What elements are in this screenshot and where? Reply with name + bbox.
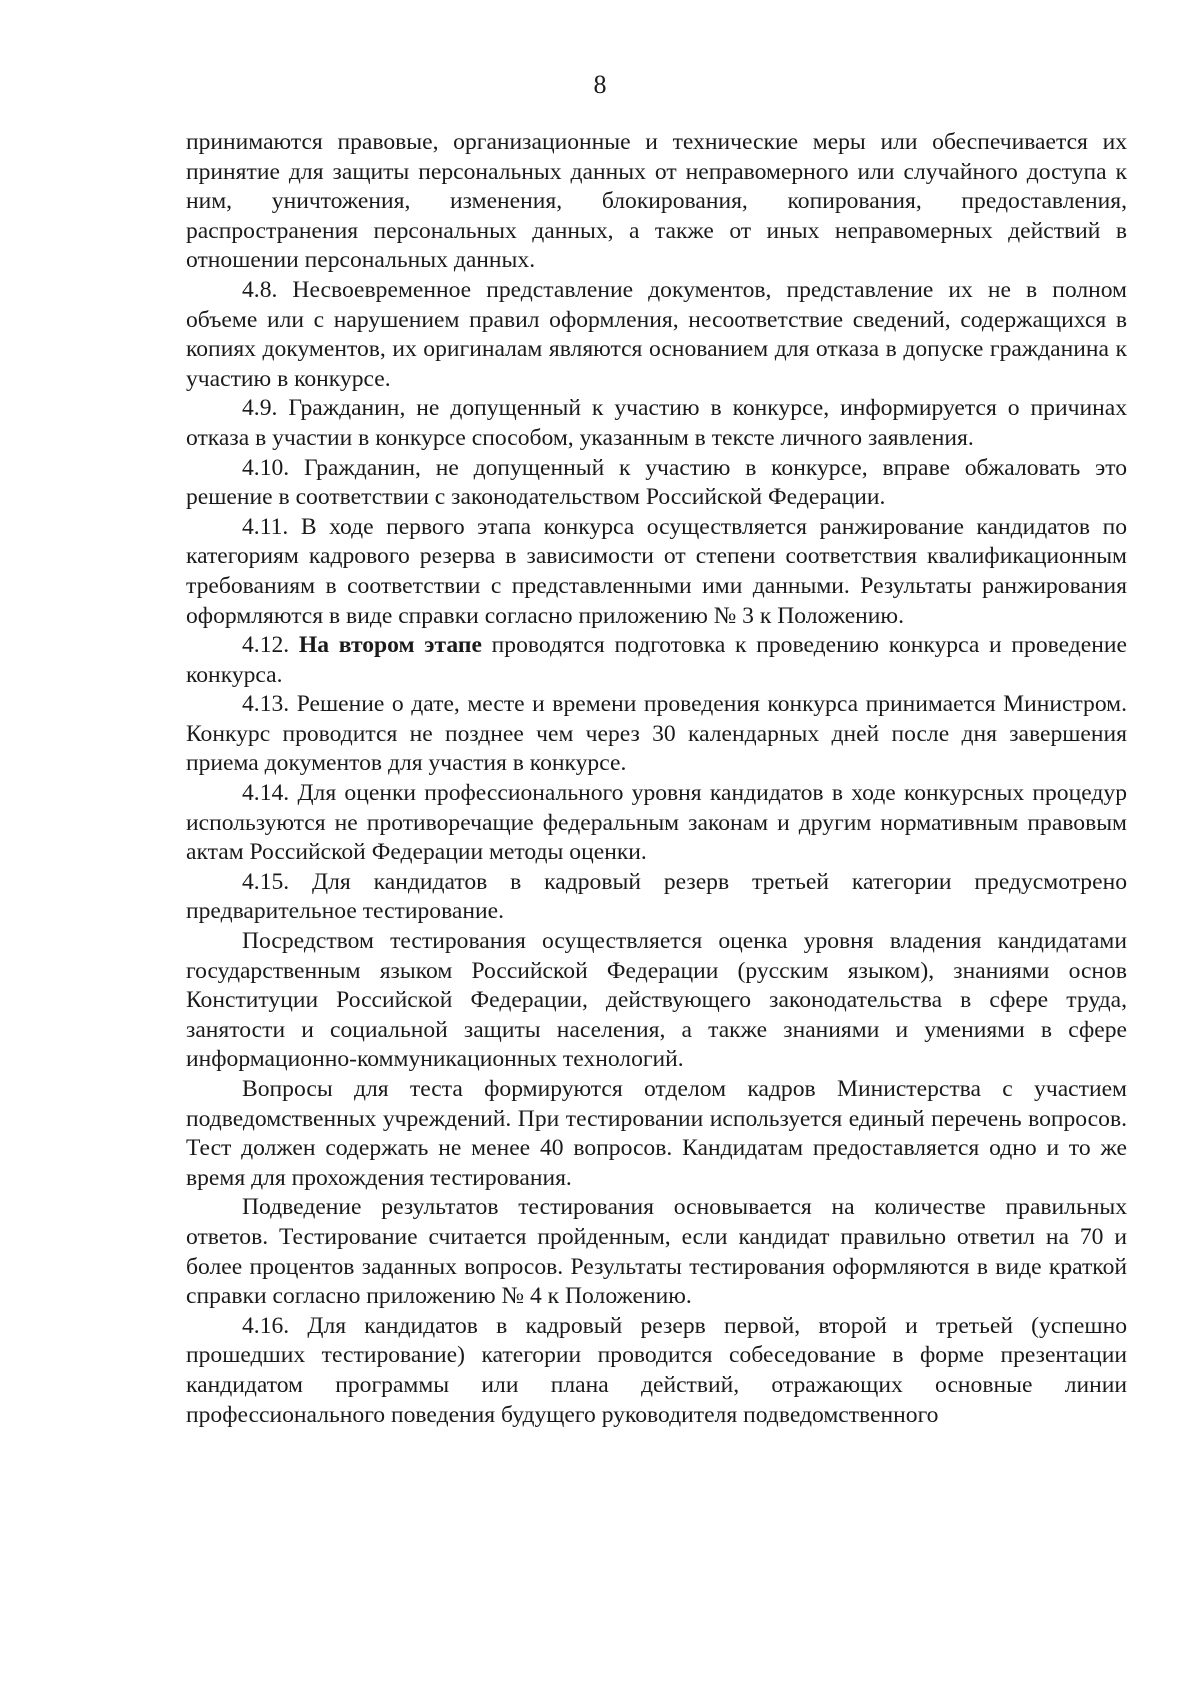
paragraph-4-9: 4.9. Гражданин, не допущенный к участию в конкурсе, информируется о причинах отказа в участии в конкурсе способом, указанным в тексте личного заявления. — [186, 395, 1127, 451]
paragraph-4-14: 4.14. Для оценки профессионального уровня кандидатов в ходе конкурсных процедур используются не противоречащие федеральным законам и другим нормативным правовым актам Российской Федерации методы оценки. — [186, 780, 1127, 866]
paragraph-continuation: принимаются правовые, организационные и технические меры или обеспечивается их принятие для защиты персональных данных от неправомерного или случайного доступа к ним, уничтожения, изменения, блокирования, копирования, предоставления, распространения персональных данных, а также от иных неправомерных действий в отношении персональных данных. — [186, 129, 1127, 274]
page-number: 8 — [593, 70, 607, 99]
paragraph-test-results: Подведение результатов тестирования основывается на количестве правильных ответов. Тестирование считается пройденным, если кандидат правильно ответил на 70 и более процентов заданных вопросов. Результаты тестирования оформляются в виде краткой справки согласно приложению № 4 к Положению. — [186, 1194, 1127, 1310]
paragraph-test-questions: Вопросы для теста формируются отделом кадров Министерства с участием подведомственных учреждений. При тестировании используется единый перечень вопросов. Тест должен содержать не менее 40 вопросов. Кандидатам предоставляется одно и то же время для прохождения тестирования. — [186, 1076, 1127, 1191]
paragraph-4-15: 4.15. Для кандидатов в кадровый резерв третьей категории предусмотрено предварительное тестирование. — [186, 868, 1127, 925]
paragraph-4-11: 4.11. В ходе первого этапа конкурса осуществляется ранжирование кандидатов по категориям кадрового резерва в зависимости от степени соответствия квалификационным требованиям в соответствии с представленными ими данными. Результаты ранжирования оформляются в виде справки согласно приложению № 3 к Положению. — [186, 513, 1127, 629]
paragraph-4-10: 4.10. Гражданин, не допущенный к участию в конкурсе, вправе обжаловать это решение в соответствии с законодательством Российской Федерации. — [186, 454, 1127, 511]
document-body — [186, 128, 1127, 1430]
paragraph-4-8: 4.8. Несвоевременное представление документов, представление их не в полном объеме или с нарушением правил оформления, несоответствие сведений, содержащихся в копиях документов, их оригиналам являются основанием для отказа в допуске гражданина к участию в конкурсе. — [186, 276, 1127, 392]
paragraph-4-13: 4.13. Решение о дате, месте и времени проведения конкурса принимается Министром. Конкурс проводится не позднее чем через 30 календарных дней после дня завершения приема документов для участия в конкурсе. — [186, 691, 1127, 777]
paragraph-testing-scope: Посредством тестирования осуществляется оценка уровня владения кандидатами государственным языком Российской Федерации (русским языком), знаниями основ Конституции Российской Федерации, действующего законодательства в сфере труда, занятости и социальной защиты населения, а также знаниями и умениями в сфере информационно-коммуникационных технологий. — [186, 928, 1127, 1073]
paragraph-4-12-text: проводятся подготовка к проведению конкурса и проведение конкурса. — [186, 632, 1127, 688]
paragraph-4-12-bold-phrase: На втором этапе — [298, 632, 482, 659]
paragraph-4-16: 4.16. Для кандидатов в кадровый резерв первой, второй и третьей (успешно прошедших тестирование) категории проводится собеседование в форме презентации кандидатом программы или плана действий, отражающих основные линии профессионального поведения будущего руководителя подведомственного — [186, 1312, 1127, 1428]
paragraph-4-12 — [186, 631, 1127, 690]
paragraph-4-12-number: 4.12. — [242, 632, 299, 659]
